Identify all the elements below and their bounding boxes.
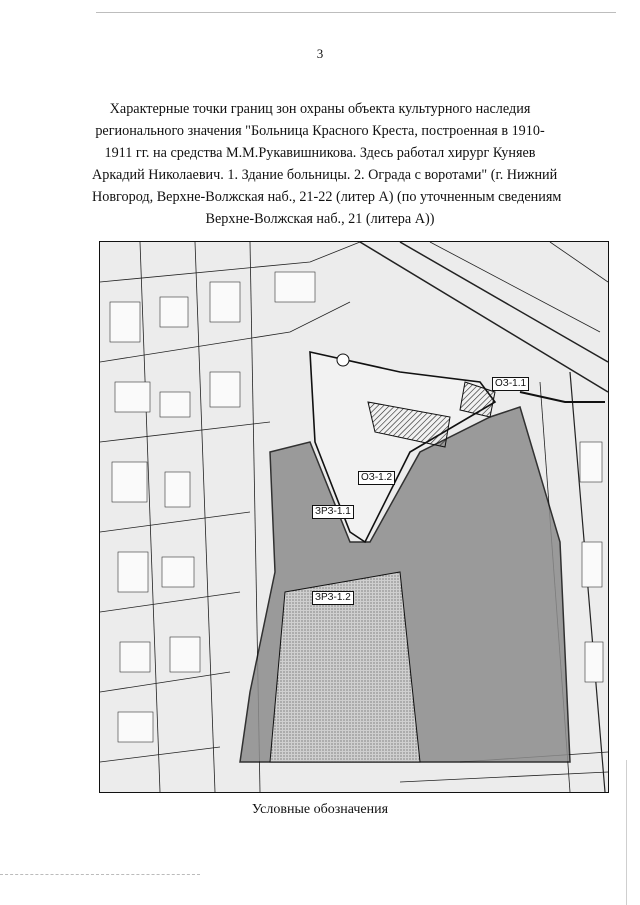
document-title (92, 98, 562, 230)
title-line: Новгород, Верхне-Волжская наб., 21-22 (литер А) (по уточненным сведениям (92, 189, 562, 205)
zone-label-zrz-1-2: ЗРЗ-1.2 (312, 591, 354, 605)
page-number: 3 (316, 46, 324, 61)
map-drawing (100, 242, 608, 792)
landmark-marker (337, 354, 349, 366)
title-line: Верхне-Волжская наб., 21 (литера А)) (205, 211, 435, 227)
zone-label-oz-1-1: ОЗ-1.1 (492, 377, 529, 391)
scan-artifact-right (626, 760, 627, 905)
legend-title: Условные обозначения (251, 802, 389, 817)
scan-artifact-bottom (0, 874, 200, 876)
zone-label-oz-1-2: ОЗ-1.2 (358, 471, 395, 485)
title-line: Характерные точки границ зон охраны объекта культурного наследия (109, 101, 531, 117)
title-line: Аркадий Николаевич. 1. Здание больницы. 2. Ограда с воротами" (г. Нижний (92, 167, 558, 183)
zone-label-zrz-1-1: ЗРЗ-1.1 (312, 505, 354, 519)
cadastral-map (99, 241, 609, 793)
title-line: регионального значения "Больница Красного Креста, построенная в 1910- (95, 123, 545, 139)
title-line: 1911 гг. на средства М.М.Рукавишникова. Здесь работал хирург Куняев (104, 145, 536, 161)
scan-artifact-top (96, 12, 616, 13)
